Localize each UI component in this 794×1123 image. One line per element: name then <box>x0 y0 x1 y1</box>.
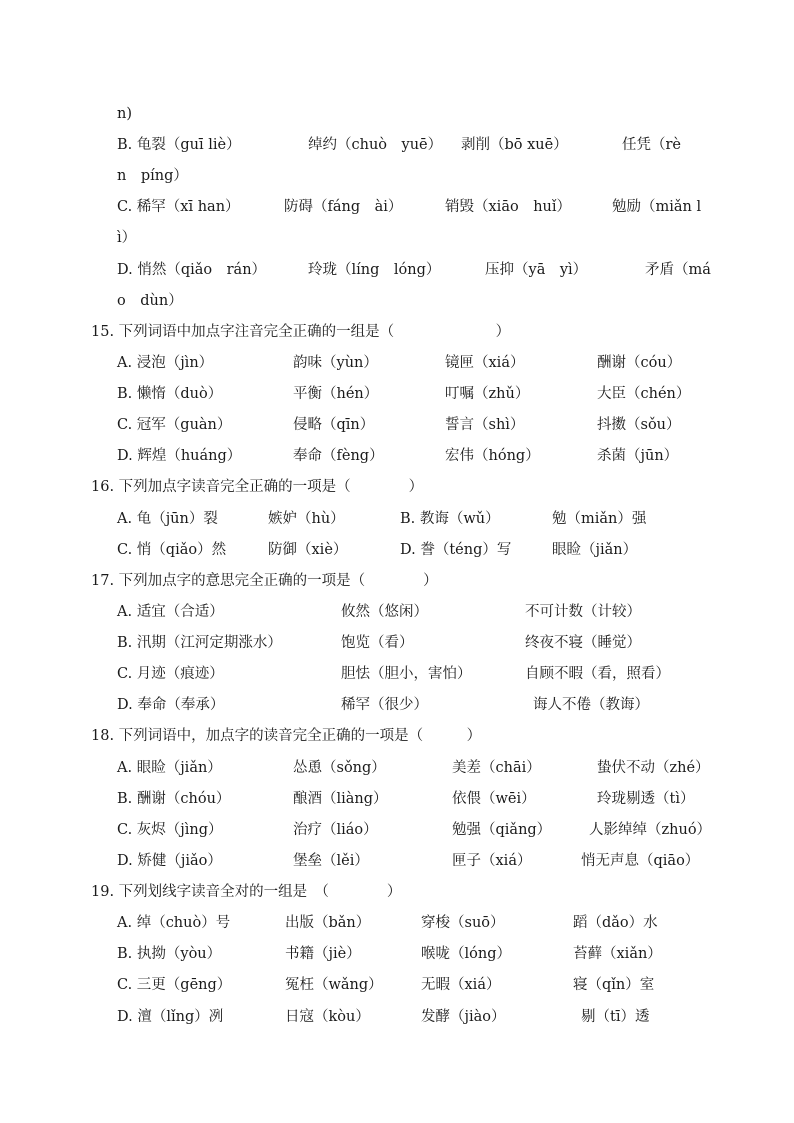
option-item: 蛰伏不动（zhé） <box>597 760 710 776</box>
q14-option-d <box>0 259 794 281</box>
option-item: B. 酬谢（chóu） <box>117 791 231 807</box>
option-item: 饱览（看） <box>341 635 414 651</box>
q19-option-a <box>0 912 794 934</box>
option-item: 任凭（rè <box>622 137 682 153</box>
option-item: 出版（bǎn） <box>285 915 371 931</box>
option-item: 剥削（bō xuē） <box>461 137 568 153</box>
q17-option-a <box>0 601 794 623</box>
option-item: A. 浸泡（jìn） <box>117 355 214 371</box>
option-item: B. 教诲（wǔ） <box>400 511 500 527</box>
option-item: A. 适宜（合适） <box>117 604 224 620</box>
q14-option-c-continuation <box>0 227 794 249</box>
option-item: 韵味（yùn） <box>293 355 378 371</box>
option-item: D. 澶（lǐng）冽 <box>117 1009 224 1025</box>
option-item: 奉命（fèng） <box>293 448 384 464</box>
option-item: D. 悄然（qiǎo rán） <box>117 262 267 278</box>
q18-stem <box>0 725 794 747</box>
option-item: A. 绰（chuò）号 <box>117 915 231 931</box>
option-item: 防御（xiè） <box>268 542 348 558</box>
q17-option-b <box>0 632 794 654</box>
option-item: 酿酒（liàng） <box>293 791 388 807</box>
option-item: 依偎（wēi） <box>452 791 536 807</box>
q19-option-d <box>0 1006 794 1028</box>
option-item: B. 懒惰（duò） <box>117 386 223 402</box>
q17-option-d <box>0 694 794 716</box>
option-item: 胆怯（胆小，害怕） <box>341 666 472 682</box>
question-stem: 18. 下列词语中，加点字的读音完全正确的一项是（ ） <box>91 728 482 744</box>
option-text: o dùn） <box>117 293 183 309</box>
option-item: 勉（miǎn）强 <box>552 511 647 527</box>
option-item: 发酵（jiào） <box>421 1009 506 1025</box>
option-item: C. 冠军（guàn） <box>117 417 232 433</box>
option-item: C. 灰烬（jìng） <box>117 822 223 838</box>
q19-stem <box>0 881 794 903</box>
option-item: 玲珑剔透（tì） <box>597 791 695 807</box>
question-stem: 16. 下列加点字读音完全正确的一项是（ ） <box>91 479 424 495</box>
option-item: 勉励（miǎn l <box>612 199 702 215</box>
q17-stem <box>0 570 794 592</box>
option-item: 攸然（悠闲） <box>341 604 428 620</box>
q18-option-b <box>0 788 794 810</box>
q18-option-d <box>0 850 794 872</box>
option-item: B. 汛期（江河定期涨水） <box>117 635 282 651</box>
option-text: ì） <box>117 230 137 246</box>
option-item: 怂恿（sǒng） <box>293 760 386 776</box>
option-item: 悄无声息（qiāo） <box>581 853 700 869</box>
option-item: 宏伟（hóng） <box>445 448 540 464</box>
option-item: 大臣（chén） <box>597 386 691 402</box>
q16-options-cd <box>0 539 794 561</box>
option-item: B. 龟裂（guī liè） <box>117 137 241 153</box>
option-item: 喉咙（lóng） <box>421 946 511 962</box>
option-item: 勉强（qiǎng） <box>452 822 552 838</box>
option-item: 自顾不暇（看，照看） <box>525 666 670 682</box>
q15-option-d <box>0 445 794 467</box>
option-item: 镜匣（xiá） <box>445 355 525 371</box>
option-item: D. 誊（téng）写 <box>400 542 512 558</box>
q16-options-ab <box>0 508 794 530</box>
option-item: C. 悄（qiǎo）然 <box>117 542 227 558</box>
q15-option-c <box>0 414 794 436</box>
question-stem: 17. 下列加点字的意思完全正确的一项是（ ） <box>91 573 438 589</box>
option-text: n píng） <box>117 168 188 184</box>
q14-option-b-continuation <box>0 165 794 187</box>
option-item: 销毁（xiāo huǐ） <box>445 199 572 215</box>
option-item: 嫉妒（hù） <box>268 511 345 527</box>
option-item: D. 辉煌（huáng） <box>117 448 242 464</box>
option-item: 酬谢（cóu） <box>597 355 682 371</box>
option-item: 治疗（liáo） <box>293 822 378 838</box>
option-text: n) <box>117 106 132 122</box>
option-item: A. 龟（jūn）裂 <box>117 511 218 527</box>
option-item: 誓言（shì） <box>445 417 525 433</box>
option-item: 平衡（hén） <box>293 386 379 402</box>
q15-option-a <box>0 352 794 374</box>
option-item: 不可计数（计较） <box>525 604 641 620</box>
question-stem: 15. 下列词语中加点字注音完全正确的一组是（ ） <box>91 324 511 340</box>
option-item: B. 执拗（yòu） <box>117 946 222 962</box>
option-item: 冤枉（wǎng） <box>285 977 383 993</box>
option-item: 侵略（qīn） <box>293 417 375 433</box>
q19-option-c <box>0 974 794 996</box>
q17-option-c <box>0 663 794 685</box>
option-item: D. 奉命（奉承） <box>117 697 225 713</box>
option-item: 终夜不寝（睡觉） <box>525 635 641 651</box>
option-item: 穿梭（suō） <box>421 915 505 931</box>
option-item: 人影绰绰（zhuó） <box>589 822 712 838</box>
option-item: 诲人不倦（教诲） <box>533 697 649 713</box>
q18-option-c <box>0 819 794 841</box>
q16-stem <box>0 476 794 498</box>
option-item: 绰约（chuò yuē） <box>308 137 443 153</box>
option-item: 寝（qǐn）室 <box>573 977 655 993</box>
option-item: C. 三更（gēng） <box>117 977 232 993</box>
q19-option-b <box>0 943 794 965</box>
option-item: 稀罕（很少） <box>341 697 428 713</box>
option-item: 蹈（dǎo）水 <box>573 915 658 931</box>
option-item: 眼睑（jiǎn） <box>552 542 638 558</box>
option-item: 无暇（xiá） <box>421 977 501 993</box>
option-item: C. 稀罕（xī han） <box>117 199 240 215</box>
option-item: 书籍（jiè） <box>285 946 361 962</box>
option-item: 堡垒（lěi） <box>293 853 369 869</box>
option-item: C. 月迹（痕迹） <box>117 666 224 682</box>
option-item: 剔（tī）透 <box>581 1009 650 1025</box>
option-item: 匣子（xiá） <box>452 853 532 869</box>
option-item: D. 矫健（jiǎo） <box>117 853 222 869</box>
q14-option-a-continuation <box>0 103 794 125</box>
option-item: 美差（chāi） <box>452 760 541 776</box>
option-item: A. 眼睑（jiǎn） <box>117 760 222 776</box>
option-item: 玲珑（líng lóng） <box>308 262 441 278</box>
q15-stem <box>0 321 794 343</box>
option-item: 矛盾（má <box>645 262 711 278</box>
option-item: 日寇（kòu） <box>285 1009 370 1025</box>
option-item: 苔藓（xiǎn） <box>573 946 662 962</box>
question-stem: 19. 下列划线字读音全对的一组是 （ ） <box>91 884 402 900</box>
q14-option-b <box>0 134 794 156</box>
option-item: 抖擞（sǒu） <box>597 417 681 433</box>
q14-option-c <box>0 196 794 218</box>
option-item: 压抑（yā yì） <box>485 262 588 278</box>
q15-option-b <box>0 383 794 405</box>
option-item: 防碍（fáng ài） <box>284 199 403 215</box>
q18-option-a <box>0 757 794 779</box>
option-item: 杀菌（jūn） <box>597 448 679 464</box>
option-item: 叮嘱（zhǔ） <box>445 386 530 402</box>
q14-option-d-continuation <box>0 290 794 312</box>
